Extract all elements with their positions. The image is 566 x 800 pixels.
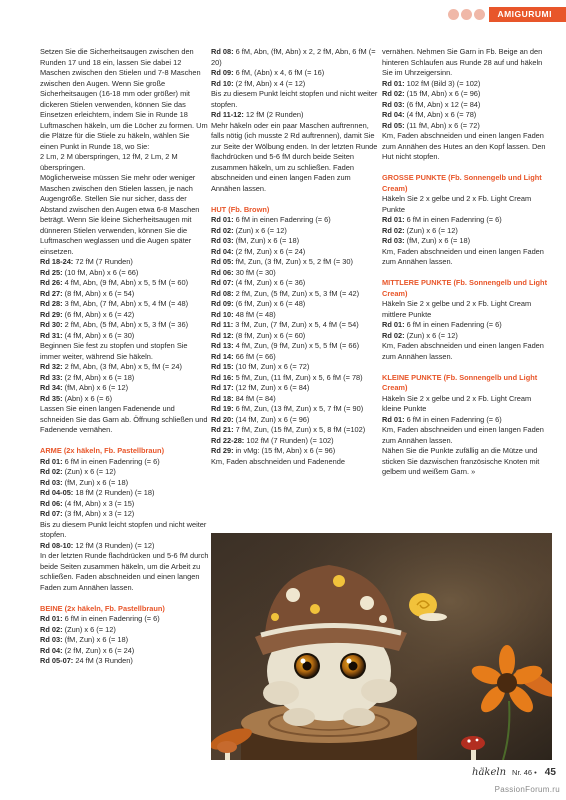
round-instruction: (4 fM, Zun) x 6 (= 36) xyxy=(233,278,306,287)
round-label: Rd 04: xyxy=(40,645,63,655)
header-dot-icon xyxy=(448,9,459,20)
round-row xyxy=(211,278,380,289)
round-row xyxy=(211,110,380,121)
round-instruction: (fM, Zun) x 6 (= 18) xyxy=(62,477,129,487)
round-row xyxy=(382,110,551,121)
round-label: Rd 03: xyxy=(211,236,234,245)
round-label: Rd 06: xyxy=(40,498,63,508)
round-row xyxy=(40,257,209,268)
round-label: Rd 02: xyxy=(382,330,405,340)
round-row xyxy=(382,320,551,331)
round-row xyxy=(211,404,380,415)
round-label: Rd 04: xyxy=(211,246,234,256)
round-row xyxy=(382,79,551,90)
round-row xyxy=(40,299,209,310)
round-label: Rd 18-24: xyxy=(40,257,74,266)
round-row xyxy=(211,226,380,237)
intro-text-2: 2 Lm, 2 M überspringen, 12 fM, 2 Lm, 2 M überspringen. xyxy=(40,152,178,172)
instruction-text: Mehr häkeln oder ein paar Maschen auftrennen, falls nötig (ich musste 2 Rd auftrennen), damit Sie zur Seite der Wölbung enden. In der letzten Runde flachdrücken und 5-6 fM durch beide Seiten zusammen häkeln, um zu schließen. Faden abschneiden und einen langen Faden zum Annähen lassen. xyxy=(211,120,378,193)
round-instruction: 3 fM, Zun, (7 fM, Zun) x 5, 4 fM (= 54) xyxy=(233,320,359,329)
round-instruction: 12 fM (3 Runden) (= 12) xyxy=(73,540,155,550)
watermark: PassionForum.ru xyxy=(494,785,560,794)
column-1 xyxy=(40,47,209,667)
round-row xyxy=(40,625,209,636)
round-row xyxy=(211,362,380,373)
instruction-text: Bis zu diesem Punkt leicht stopfen und nicht weiter stopfen. xyxy=(211,89,378,109)
round-label: Rd 02: xyxy=(40,467,63,476)
intro-text-3: Möglicherweise müssen Sie mehr oder weniger Maschen zwischen den Stielen lassen, je nach Augengröße. Stellen Sie nur sicher, dass der Abstand zwischen den Augen etwa 6-8 Maschen beträgt. Wenn Sie kleine Sicherheitsaugen mit dünneren Stielen verwenden, können Sie die Luftmaschen weglassen und die Augen später einsetzen. xyxy=(40,173,200,256)
round-instruction: 6 fM in einen Fadenring (= 6) xyxy=(404,215,502,224)
round-instruction: 5 fM, Zun, (11 fM, Zun) x 5, 6 fM (= 78) xyxy=(233,372,363,382)
round-row xyxy=(40,362,209,373)
round-label: Rd 04: xyxy=(382,110,405,119)
round-label: Rd 06: xyxy=(211,267,234,277)
round-row xyxy=(211,299,380,310)
round-label: Rd 08: xyxy=(211,288,234,298)
round-instruction: (6 fM, Abn) x 6 (= 42) xyxy=(62,309,135,319)
round-label: Rd 18: xyxy=(211,393,234,403)
round-list xyxy=(382,320,551,341)
round-instruction: (15 fM, Abn) x 6 (= 96) xyxy=(404,89,481,98)
intro-text: Setzen Sie die Sicherheitsaugen zwischen den Runden 17 und 18 ein, lassen Sie dabei 12 Maschen zwischen den Stielen und 7-8 Maschen zwischen den Augen. Wenn Sie große Sicherheitsaugen (16-18 mm oder größer) mit dickeren Stielen verwenden, können Sie das Einsetzen erleichtern, indem Sie in Runde 18 Luftmaschen häkeln, um die Löcher zu formen. Um die Plätze für die Stiele zu häkeln, wählen Sie einen Punkt in Runde 18, wo Sie: xyxy=(40,47,208,151)
round-label: Rd 20: xyxy=(211,414,234,424)
round-instruction: 6 fM in einen Fadenring (= 6) xyxy=(62,614,160,623)
round-label: Rd 15: xyxy=(211,362,234,371)
round-label: Rd 22-28: xyxy=(211,435,245,445)
round-row xyxy=(40,541,209,552)
round-label: Rd 31: xyxy=(40,330,63,340)
round-label: Rd 05-07: xyxy=(40,656,74,665)
round-row xyxy=(40,656,209,667)
mushroom-doll-illustration xyxy=(211,533,552,760)
round-list xyxy=(211,110,380,121)
round-instruction: 2 fM, Abn, (5 fM, Abn) x 5, 3 fM (= 36) xyxy=(62,320,189,329)
round-instruction: (3 fM, Abn) x 3 (= 12) xyxy=(62,509,135,518)
section-heading-beine: BEINE (2x häkeln, Fb. Pastellbraun) xyxy=(40,603,165,613)
round-label: Rd 01: xyxy=(40,456,63,466)
round-label: Rd 02: xyxy=(382,89,405,98)
round-instruction: (10 fM, Zun) x 6 (= 72) xyxy=(233,362,310,371)
round-label: Rd 08: xyxy=(211,47,234,56)
round-row xyxy=(211,215,380,226)
section-heading-kleine-punkte: KLEINE PUNKTE (Fb. Sonnengelb und Light Cream) xyxy=(382,372,538,392)
round-row xyxy=(211,47,380,68)
round-row xyxy=(40,614,209,625)
round-row xyxy=(40,509,209,520)
round-row xyxy=(40,268,209,279)
round-label: Rd 01: xyxy=(382,78,405,88)
round-row xyxy=(40,289,209,300)
round-instruction: 2 fM, Zun, (5 fM, Zun) x 5, 3 fM (= 42) xyxy=(233,288,360,298)
round-instruction: (Zun) x 6 (= 12) xyxy=(404,225,458,235)
round-row xyxy=(211,383,380,394)
round-label: Rd 13: xyxy=(211,341,234,350)
round-instruction: 30 fM (= 30) xyxy=(233,267,276,277)
round-row xyxy=(211,341,380,352)
round-instruction: (2 fM, Abn) x 4 (= 12) xyxy=(233,78,306,88)
round-instruction: 102 fM (Bild 3) (= 102) xyxy=(404,78,481,88)
round-list xyxy=(382,79,551,132)
round-instruction: 6 fM in einen Fadenring (= 6) xyxy=(62,456,160,466)
round-label: Rd 29: xyxy=(211,446,234,455)
round-instruction: (14 fM, Zun) x 6 (= 96) xyxy=(233,414,310,424)
round-row xyxy=(40,320,209,331)
round-label: Rd 01: xyxy=(382,414,405,424)
round-label: Rd 09: xyxy=(211,299,234,308)
instruction-text: Häkeln Sie 2 x gelbe und 2 x Fb. Light Cream kleine Punkte xyxy=(382,393,532,413)
round-row xyxy=(211,394,380,405)
round-row xyxy=(382,415,551,426)
round-instruction: (10 fM, Abn) x 6 (= 66) xyxy=(62,267,139,277)
round-row xyxy=(211,79,380,90)
round-label: Rd 07: xyxy=(211,278,234,287)
page-number: 45 xyxy=(544,767,556,778)
round-row xyxy=(382,89,551,100)
round-instruction: 3 fM, Abn, (7 fM, Abn) x 5, 4 fM (= 48) xyxy=(62,299,189,308)
section-heading-arme: ARME (2x häkeln, Fb. Pastellbraun) xyxy=(40,446,165,455)
round-label: Rd 05: xyxy=(211,257,234,266)
round-instruction: 102 fM (7 Runden) (= 102) xyxy=(244,435,334,445)
round-row xyxy=(382,226,551,237)
round-list xyxy=(40,257,209,341)
round-row xyxy=(211,446,380,457)
round-label: Rd 01: xyxy=(211,215,234,224)
round-instruction: 6 fM in einen Fadenring (= 6) xyxy=(404,414,502,424)
instruction-text: Bis zu diesem Punkt leicht stopfen und nicht weiter stopfen. xyxy=(40,519,207,539)
round-label: Rd 10: xyxy=(211,309,234,319)
round-label: Rd 03: xyxy=(382,236,405,245)
round-label: Rd 10: xyxy=(211,78,234,88)
round-instruction: (Zun) x 6 (= 12) xyxy=(404,330,458,340)
round-label: Rd 04-05: xyxy=(40,488,74,497)
round-label: Rd 01: xyxy=(40,614,63,623)
round-row xyxy=(211,236,380,247)
instruction-text: Häkeln Sie 2 x gelbe und 2 x Fb. Light Cream Punkte xyxy=(382,194,532,214)
round-list xyxy=(211,215,380,457)
round-instruction: (2 fM, Zun) x 6 (= 24) xyxy=(62,645,135,655)
round-instruction: 66 fM (= 66) xyxy=(233,351,276,361)
round-instruction: (Zun) x 6 (= 12) xyxy=(62,624,116,634)
round-instruction: (2 fM, Abn) x 6 (= 18) xyxy=(62,372,135,382)
round-row xyxy=(40,373,209,384)
instruction-text: Nähen Sie die Punkte zufällig an die Mütze und sticken Sie dazwischen französische Knoten mit gelbem und weißem Garn. » xyxy=(382,446,540,476)
round-label: Rd 35: xyxy=(40,393,63,403)
section-heading-mittlere-punkte: MITTLERE PUNKTE (Fb. Sonnengelb und Light Cream) xyxy=(382,278,548,298)
round-row xyxy=(40,488,209,499)
round-label: Rd 08-10: xyxy=(40,540,74,550)
round-instruction: 84 fM (= 84) xyxy=(233,393,276,403)
round-instruction: (4 fM, Abn) x 6 (= 78) xyxy=(404,110,477,119)
round-label: Rd 01: xyxy=(382,320,405,329)
round-list xyxy=(382,215,551,247)
round-label: Rd 11-12: xyxy=(211,110,244,119)
round-row xyxy=(40,467,209,478)
round-row xyxy=(211,425,380,436)
round-instruction: (6 fM, Abn) x 12 (= 84) xyxy=(404,99,481,109)
round-row xyxy=(211,247,380,258)
round-row xyxy=(382,215,551,226)
round-instruction: 2 fM, Abn, (3 fM, Abn) x 5, fM (= 24) xyxy=(62,362,182,371)
round-label: Rd 21: xyxy=(211,425,234,434)
round-instruction: (4 fM, Abn) x 3 (= 15) xyxy=(62,498,135,508)
round-label: Rd 09: xyxy=(211,68,234,77)
instruction-text: Häkeln Sie 2 x gelbe und 2 x Fb. Light Cream mittlere Punkte xyxy=(382,299,532,319)
round-label: Rd 30: xyxy=(40,320,63,329)
round-label: Rd 19: xyxy=(211,404,234,413)
round-list xyxy=(211,47,380,89)
section-heading-hut: HUT (Fb. Brown) xyxy=(211,204,270,214)
section-heading-grosse-punkte: GROSSE PUNKTE (Fb. Sonnengelb und Light Cream) xyxy=(382,173,542,193)
round-instruction: 6 fM in einen Fadenring (= 6) xyxy=(404,320,502,329)
header-dot-icon xyxy=(474,9,485,20)
round-instruction: 7 fM, Zun, (15 fM, Zun) x 5, 8 fM (=102) xyxy=(233,425,366,434)
page-footer xyxy=(472,767,556,778)
round-row xyxy=(40,278,209,289)
instruction-text: Km, Faden abschneiden und Fadenende xyxy=(211,456,345,466)
section-header xyxy=(448,7,566,22)
round-row xyxy=(211,352,380,363)
round-instruction: (11 fM, Abn) x 6 (= 72) xyxy=(404,120,480,130)
round-row xyxy=(211,268,380,279)
round-row xyxy=(211,436,380,447)
round-list xyxy=(40,457,209,520)
round-label: Rd 32: xyxy=(40,362,63,371)
round-instruction: 6 fM, Zun, (13 fM, Zun) x 5, 7 fM (= 90) xyxy=(233,404,364,413)
round-instruction: (Zun) x 6 (= 12) xyxy=(233,225,287,235)
round-label: Rd 02: xyxy=(382,225,405,235)
round-label: Rd 34: xyxy=(40,383,63,392)
round-instruction: (6 fM, Zun) x 6 (= 48) xyxy=(233,299,306,308)
round-instruction: in vMg: (15 fM, Abn) x 6 (= 96) xyxy=(233,446,336,455)
round-instruction: (Zun) x 6 (= 12) xyxy=(62,467,116,476)
round-instruction: (fM, Zun) x 6 (= 18) xyxy=(233,236,300,245)
round-label: Rd 28: xyxy=(40,299,63,308)
round-row xyxy=(211,373,380,384)
round-row xyxy=(382,100,551,111)
round-row xyxy=(40,394,209,405)
round-instruction: 48 fM (= 48) xyxy=(233,309,276,319)
round-row xyxy=(211,310,380,321)
magazine-logo: häkeln xyxy=(472,767,507,778)
round-list xyxy=(40,541,209,552)
instruction-text: vernähen. Nehmen Sie Garn in Fb. Beige an den hinteren Schlaufen aus Runde 28 auf und häkeln Sie im Uhrzeigersinn. xyxy=(382,47,543,77)
round-label: Rd 03: xyxy=(40,635,63,644)
round-row xyxy=(211,415,380,426)
round-label: Rd 16: xyxy=(211,372,234,382)
round-instruction: 24 fM (3 Runden) xyxy=(73,656,133,665)
round-instruction: (fM, Zun) x 6 (= 18) xyxy=(62,635,129,644)
round-label: Rd 03: xyxy=(382,99,405,109)
round-label: Rd 05: xyxy=(382,120,405,130)
round-row xyxy=(382,121,551,132)
round-label: Rd 14: xyxy=(211,351,234,361)
section-badge: AMIGURUMI xyxy=(489,7,566,22)
round-instruction: 4 fM, Abn, (9 fM, Abn) x 5, 5 fM (= 60) xyxy=(62,278,189,287)
round-instruction: (2 fM, Zun) x 6 (= 24) xyxy=(233,246,306,256)
round-instruction: (12 fM, Zun) x 6 (= 84) xyxy=(233,383,310,392)
column-3 xyxy=(382,47,551,478)
round-instruction: 6 fM, Abn, (fM, Abn) x 2, 2 fM, Abn, 6 fM (= 20) xyxy=(211,47,376,67)
instruction-text: Km, Faden abschneiden und einen langen Faden zum Annähen lassen. xyxy=(382,246,544,266)
instruction-text: In der letzten Runde flachdrücken und 5-6 fM durch beide Seiten zusammen häkeln, um die Arbeit zu schließen. Faden abschneiden und einen langen Faden zum Annähen lassen. xyxy=(40,551,209,592)
round-instruction: fM, Zun, (3 fM, Zun) x 5, 2 fM (= 30) xyxy=(233,257,353,266)
round-list xyxy=(40,614,209,667)
round-instruction: (fM, Abn) x 6 (= 12) xyxy=(62,383,129,392)
round-instruction: (8 fM, Abn) x 6 (= 54) xyxy=(62,288,135,298)
round-list xyxy=(382,415,551,426)
round-label: Rd 12: xyxy=(211,330,234,340)
header-dot-icon xyxy=(461,9,472,20)
round-row xyxy=(211,257,380,268)
round-row xyxy=(382,331,551,342)
round-label: Rd 25: xyxy=(40,267,63,277)
round-instruction: (8 fM, Zun) x 6 (= 60) xyxy=(233,330,306,340)
round-label: Rd 01: xyxy=(382,215,405,224)
round-instruction: (4 fM, Abn) x 6 (= 30) xyxy=(62,330,135,340)
round-label: Rd 11: xyxy=(211,320,234,329)
round-label: Rd 07: xyxy=(40,509,63,518)
round-list xyxy=(40,362,209,404)
round-label: Rd 17: xyxy=(211,383,234,392)
round-row xyxy=(40,331,209,342)
round-label: Rd 27: xyxy=(40,288,63,298)
round-label: Rd 33: xyxy=(40,372,63,382)
instruction-text: Km, Faden abschneiden und einen langen Faden zum Annähen des Hutes an den Kopf lassen. Den Hut nicht stopfen. xyxy=(382,131,546,161)
round-row xyxy=(211,320,380,331)
header-dots xyxy=(448,9,485,20)
round-instruction: 18 fM (2 Runden) (= 18) xyxy=(73,488,155,497)
round-instruction: 6 fM in einen Fadenring (= 6) xyxy=(233,215,331,224)
round-row xyxy=(40,499,209,510)
round-row xyxy=(40,646,209,657)
round-label: Rd 26: xyxy=(40,278,63,287)
round-instruction: 72 fM (7 Runden) xyxy=(73,257,133,266)
round-label: Rd 02: xyxy=(40,624,63,634)
round-instruction: 6 fM, (Abn) x 4, 6 fM (= 16) xyxy=(233,68,325,77)
round-label: Rd 03: xyxy=(40,477,63,487)
amigurumi-photo xyxy=(211,533,552,760)
round-row xyxy=(211,289,380,300)
round-label: Rd 29: xyxy=(40,309,63,319)
issue-number: Nr. 46 • xyxy=(512,768,537,777)
round-instruction: (Abn) x 6 (= 6) xyxy=(62,393,113,403)
round-row xyxy=(40,635,209,646)
round-row xyxy=(382,236,551,247)
round-instruction: 4 fM, Zun, (9 fM, Zun) x 5, 5 fM (= 66) xyxy=(233,341,360,350)
instruction-text: Lassen Sie einen langen Fadenende und schneiden Sie das Garn ab. Öffnung schließen und Fadenende vernähen. xyxy=(40,404,208,434)
round-label: Rd 02: xyxy=(211,225,234,235)
instruction-text: Km, Faden abschneiden und einen langen Faden zum Annähen lassen. xyxy=(382,425,544,445)
instruction-text: Km, Faden abschneiden und einen langen Faden zum Annähen lassen. xyxy=(382,341,544,361)
round-instruction: (fM, Zun) x 6 (= 18) xyxy=(404,236,471,245)
round-row xyxy=(211,331,380,342)
round-row xyxy=(40,310,209,321)
round-row xyxy=(40,457,209,468)
round-row xyxy=(40,383,209,394)
round-row xyxy=(211,68,380,79)
column-2 xyxy=(211,47,380,467)
instruction-text: Beginnen Sie fest zu stopfen und stopfen Sie immer weiter, während Sie häkeln. xyxy=(40,341,188,361)
round-instruction: 12 fM (2 Runden) xyxy=(243,110,304,119)
round-row xyxy=(40,478,209,489)
